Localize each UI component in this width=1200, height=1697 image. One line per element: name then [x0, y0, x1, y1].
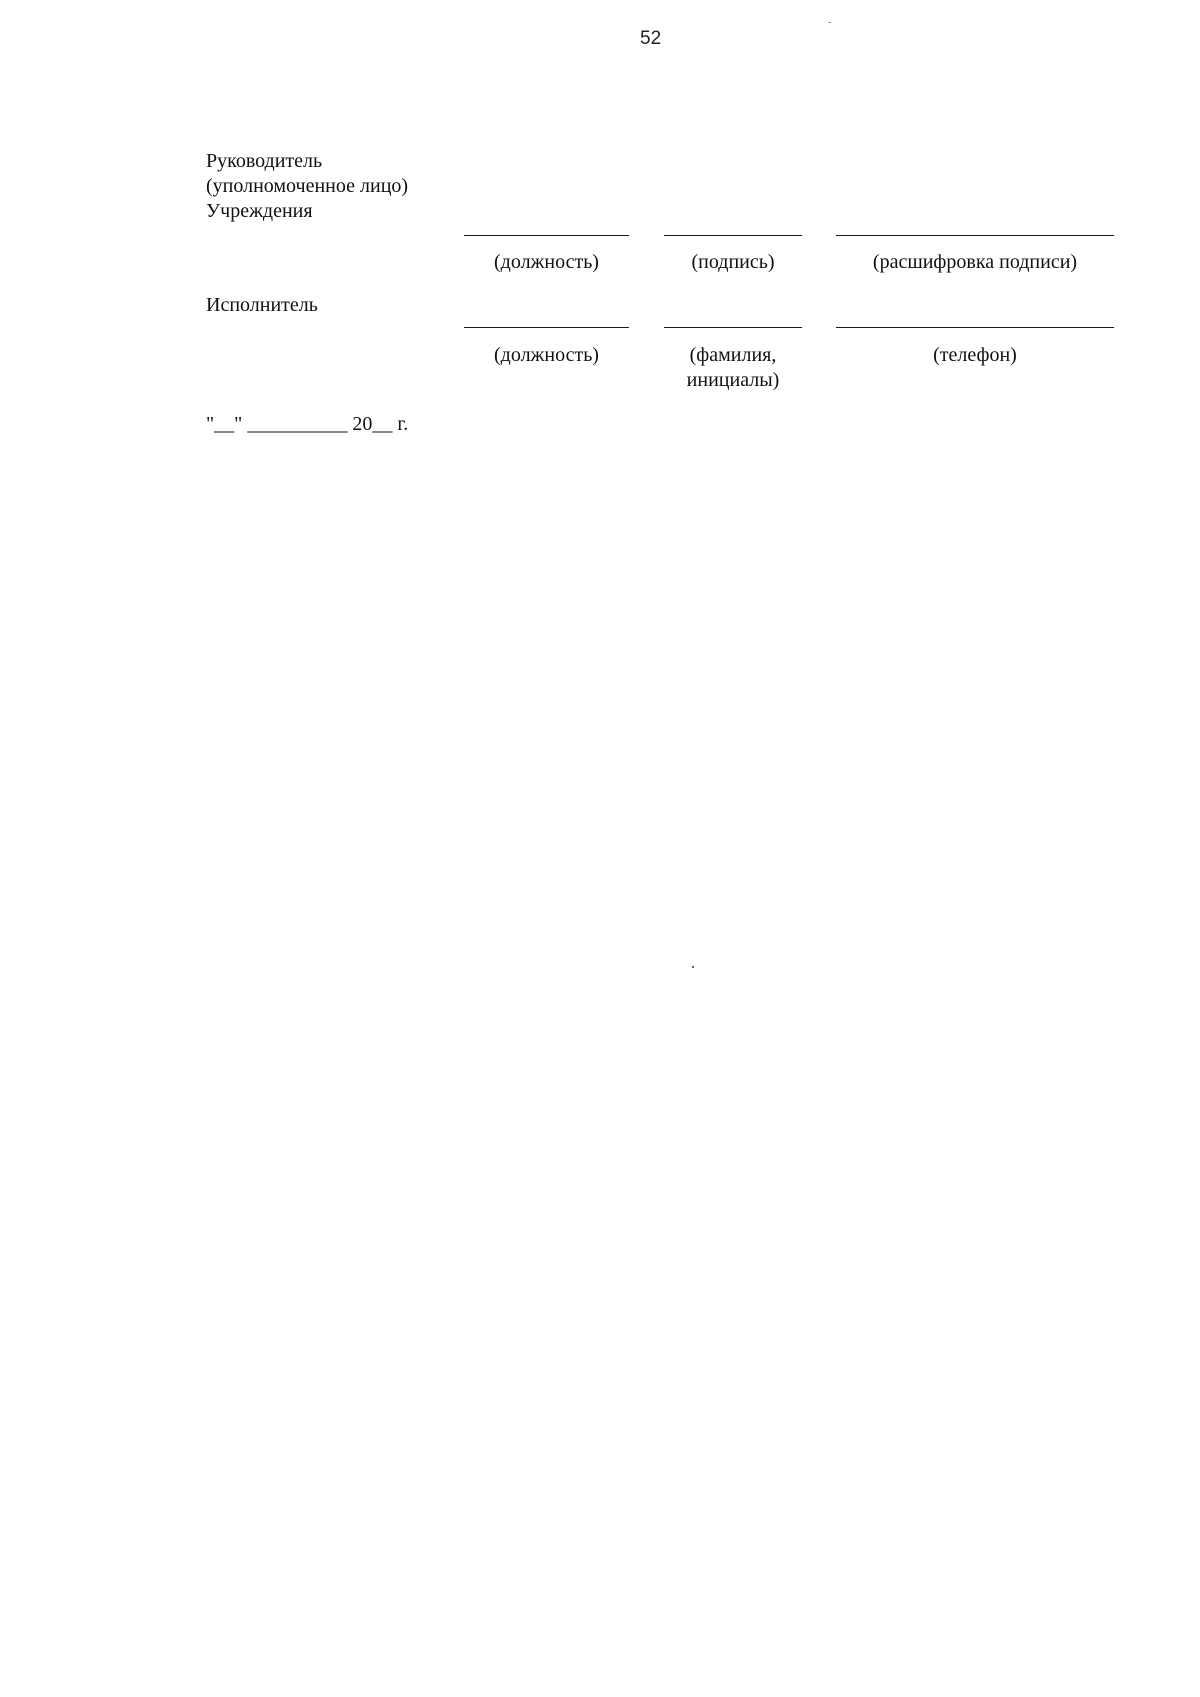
executor-position-line [464, 327, 629, 328]
head-signature-caption: (подпись) [691, 251, 775, 273]
executor-name-caption-line1: (фамилия, [689, 344, 777, 366]
head-position-line [464, 235, 629, 236]
head-signature-line [664, 235, 802, 236]
head-label-block [206, 149, 408, 224]
executor-name-line [664, 327, 802, 328]
scan-speck [692, 966, 694, 968]
date-line: "__" __________ 20__ г. [206, 413, 409, 435]
head-decoding-line [836, 235, 1114, 236]
executor-name-caption [664, 343, 802, 393]
head-title-line3: Учреждения [206, 200, 313, 222]
scan-speck [828, 22, 831, 23]
executor-name-caption-line2: инициалы) [686, 369, 780, 391]
page-number: 52 [640, 28, 662, 49]
executor-phone-caption: (телефон) [933, 344, 1017, 366]
head-decoding-caption: (расшифровка подписи) [872, 251, 1078, 273]
head-position-caption: (должность) [494, 251, 599, 273]
head-title-line2: (уполномоченное лицо) [206, 175, 409, 197]
executor-label: Исполнитель [206, 294, 318, 316]
executor-position-caption: (должность) [494, 344, 599, 366]
head-title-line1: Руководитель [206, 150, 323, 172]
executor-phone-line [836, 327, 1114, 328]
